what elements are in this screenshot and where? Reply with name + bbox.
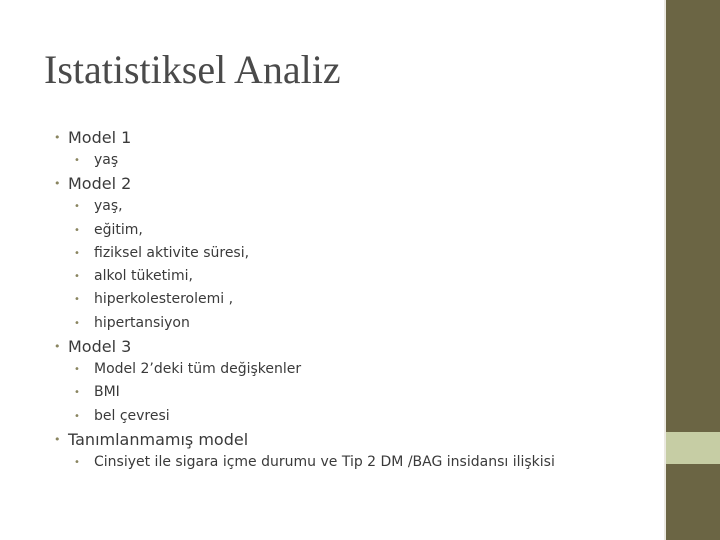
bullet-icon: • (74, 155, 80, 166)
bullet-icon: • (54, 131, 61, 144)
sub-bullet-label: yaş, (94, 198, 123, 215)
bullet-icon: • (74, 410, 80, 422)
sub-bullet-item (74, 451, 654, 474)
sub-bullet-item (74, 288, 654, 311)
sub-bullet-label: Model 2’deki tüm değişkenler (94, 361, 302, 378)
sub-bullet-label: alkol tüketimi, (94, 268, 193, 285)
bullet-item-model-2 (54, 172, 654, 195)
sub-bullet-label: hipertansiyon (94, 314, 190, 331)
sub-bullet-item (74, 312, 654, 335)
sub-bullet-label: BMI (94, 384, 120, 401)
sublist-wrapper (54, 195, 654, 335)
bullet-icon: • (74, 247, 80, 259)
sub-bullet-item (74, 242, 654, 265)
bullet-icon: • (74, 201, 80, 213)
bullet-label: Model 3 (68, 337, 132, 357)
sub-bullet-label: yaş (94, 152, 119, 168)
side-band-top (666, 0, 720, 432)
bullet-list (54, 126, 654, 474)
sub-bullet-item (74, 381, 654, 404)
bullet-label: Model 2 (68, 174, 132, 194)
bullet-icon: • (74, 456, 80, 468)
bullet-icon: • (74, 224, 80, 236)
sublist-wrapper (54, 149, 654, 172)
sub-bullet-item (74, 358, 654, 381)
sub-bullet-item (74, 195, 654, 218)
sub-bullet-list (74, 358, 654, 428)
sub-bullet-label: hiperkolesterolemi , (94, 291, 234, 308)
sub-bullet-item (74, 265, 654, 288)
bullet-icon: • (74, 317, 80, 329)
bullet-item-model-1 (54, 126, 654, 149)
bullet-label: Model 1 (68, 128, 132, 147)
bullet-icon: • (74, 271, 80, 283)
bullet-content (54, 126, 654, 474)
bullet-item-undefined-model (54, 428, 654, 451)
slide-title: Istatistiksel Analiz (44, 47, 341, 92)
bullet-icon: • (74, 387, 80, 399)
sub-bullet-list (74, 149, 654, 172)
side-band-accent (666, 432, 720, 464)
sub-bullet-label: Cinsiyet ile sigara içme durumu ve Tip 2 DM /BAG insidansı ilişkisi (94, 453, 555, 470)
sub-bullet-label: fiziksel aktivite süresi, (94, 244, 250, 261)
sub-bullet-label: eğitim, (94, 221, 143, 238)
sublist-wrapper (54, 358, 654, 428)
sub-bullet-item (74, 405, 654, 428)
bullet-label: Tanımlanmamış model (68, 429, 249, 449)
bullet-icon: • (74, 294, 80, 306)
sub-bullet-item (74, 149, 654, 172)
bullet-item-model-3 (54, 335, 654, 358)
side-band-bottom (666, 464, 720, 540)
sub-bullet-list (74, 451, 654, 474)
bullet-icon: • (74, 364, 80, 376)
sublist-wrapper (54, 451, 654, 474)
bullet-icon: • (54, 340, 61, 354)
sub-bullet-label: bel çevresi (94, 407, 170, 424)
bullet-icon: • (54, 177, 61, 191)
sub-bullet-item (74, 219, 654, 242)
sub-bullet-list (74, 195, 654, 335)
bullet-icon: • (54, 432, 61, 446)
